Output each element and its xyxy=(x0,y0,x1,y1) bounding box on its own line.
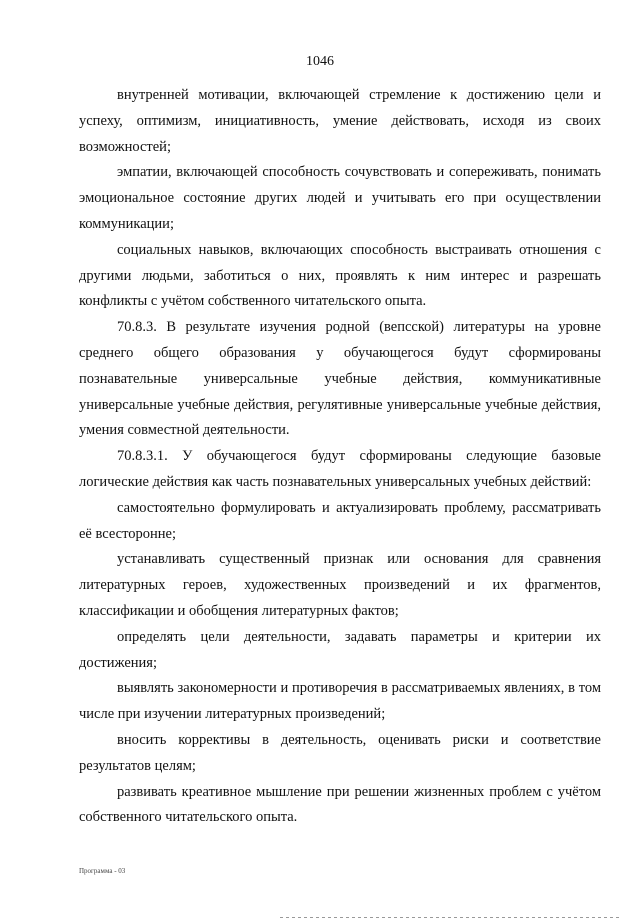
paragraph: 70.8.3.1. У обучающегося будут сформированы следующие базовые логические действия как часть познавательных универсальных учебных действий: xyxy=(79,448,601,490)
page-number: 1046 xyxy=(306,54,334,69)
paragraph: вносить коррективы в деятельность, оценивать риски и соответствие результатов целям; xyxy=(79,731,601,774)
paragraph: 70.8.3. В результате изучения родной (вепсской) литературы на уровне среднего общего образования у обучающегося будут сформированы познавательные универсальные учебные действия, коммуникативные универсальные учебные действия, регулятивные универсальные учебные действия, умения совместной деятельности. xyxy=(79,319,601,439)
paragraph: эмпатии, включающей способность сочувствовать и сопереживать, понимать эмоциональное состояние других людей и учитывать его при осуществлении коммуникации; xyxy=(79,164,601,232)
footer-label: Программа - 03 xyxy=(79,867,126,875)
paragraph: самостоятельно формулировать и актуализировать проблему, рассматривать её всесторонне; xyxy=(79,499,601,542)
document-body xyxy=(79,83,601,831)
paragraph: выявлять закономерности и противоречия в рассматриваемых явлениях, в том числе при изучении литературных произведений; xyxy=(79,680,601,723)
paragraph: социальных навыков, включающих способность выстраивать отношения с другими людьми, заботиться о них, проявлять к ним интерес и разрешать конфликты с учётом собственного читательского опыта. xyxy=(79,241,601,310)
paragraph: определять цели деятельности, задавать параметры и критерии их достижения; xyxy=(79,628,601,671)
scan-edge-divider xyxy=(280,917,620,918)
paragraph: развивать креативное мышление при решении жизненных проблем с учётом собственного читательского опыта. xyxy=(79,783,601,826)
paragraph: внутренней мотивации, включающей стремление к достижению цели и успеху, оптимизм, инициативность, умение действовать, исходя из своих возможностей; xyxy=(79,87,601,155)
paragraph: устанавливать существенный признак или основания для сравнения литературных героев, художественных произведений и их фрагментов, классификации и обобщения литературных фактов; xyxy=(79,551,601,619)
